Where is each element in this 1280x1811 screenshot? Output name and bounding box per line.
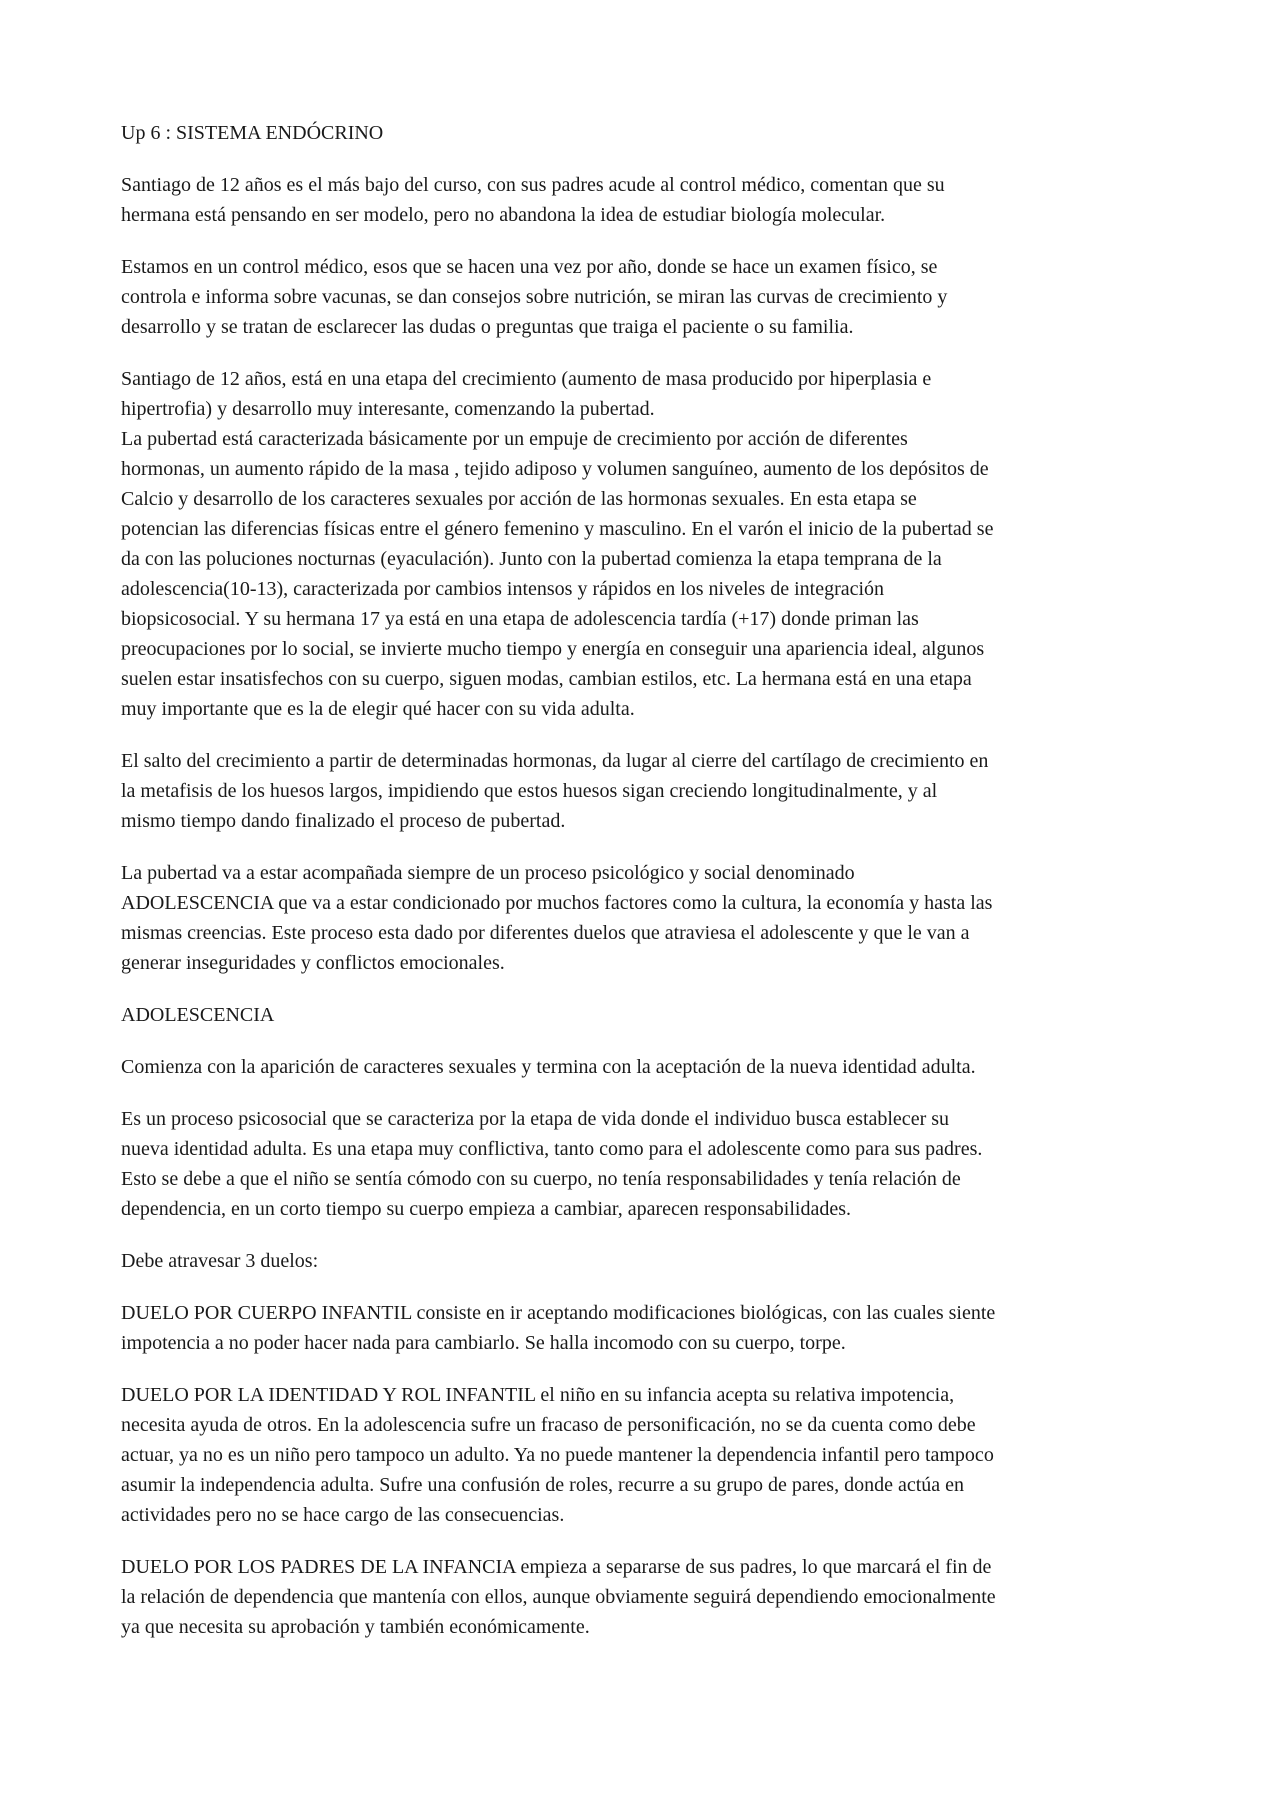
paragraph-intro-case: Santiago de 12 años es el más bajo del curso, con sus padres acude al control médico, comentan que su hermana está pensando en ser modelo, pero no abandona la idea de estudiar biología molecular. — [121, 174, 945, 226]
paragraph-duelo-padres: DUELO POR LOS PADRES DE LA INFANCIA empieza a separarse de sus padres, lo que marcará el fin de la relación de dependencia que mantenía con ellos, aunque obviamente seguirá dependiendo emocionalmente ya que necesita su aprobación y también económicamente. — [121, 1556, 996, 1638]
paragraph-pubertad: Santiago de 12 años, está en una etapa del crecimiento (aumento de masa producido por hiperplasia e hipertrofia) y desarrollo muy interesante, comenzando la pubertad. La pubertad está caracterizada básicamente por un empuje de crecimiento por acción de diferentes hormonas, un aumento rápido de la masa , tejido adiposo y volumen sanguíneo, aumento de los depósitos de Calcio y desarrollo de los caracteres sexuales por acción de las hormonas sexuales. En esta etapa se potencian las diferencias físicas entre el género femenino y masculino. En el varón el inicio de la pubertad se da con las poluciones nocturnas (eyaculación). Junto con la pubertad comienza la etapa temprana de la adolescencia(10-13), caracterizada por cambios intensos y rápidos en los niveles de integración biopsicosocial. Y su hermana 17 ya está en una etapa de adolescencia tardía (+17) donde priman las preocupaciones por lo social, se invierte mucho tiempo y energía en conseguir una apariencia ideal, algunos suelen estar insatisfechos con su cuerpo, siguen modas, cambian estilos, etc. La hermana está en una etapa muy importante que es la de elegir qué hacer con su vida adulta. — [121, 368, 994, 720]
document-title: Up 6 : SISTEMA ENDÓCRINO — [121, 122, 384, 144]
paragraph-comienza: Comienza con la aparición de caracteres sexuales y termina con la aceptación de la nueva identidad adulta. — [121, 1056, 976, 1078]
document-page — [121, 118, 1171, 1664]
paragraph-duelo-cuerpo: DUELO POR CUERPO INFANTIL consiste en ir aceptando modificaciones biológicas, con las cuales siente impotencia a no poder hacer nada para cambiarlo. Se halla incomodo con su cuerpo, torpe. — [121, 1302, 996, 1354]
section-heading-adolescencia: ADOLESCENCIA — [121, 1004, 275, 1026]
paragraph-proceso-psicologico: La pubertad va a estar acompañada siempre de un proceso psicológico y social denominado ADOLESCENCIA que va a estar condicionado por muchos factores como la cultura, la economía y hasta las mismas creencias. Este proceso esta dado por diferentes duelos que atraviesa el adolescente y que le van a generar inseguridades y conflictos emocionales. — [121, 862, 993, 974]
paragraph-duelo-identidad: DUELO POR LA IDENTIDAD Y ROL INFANTIL el niño en su infancia acepta su relativa impotencia, necesita ayuda de otros. En la adolescencia sufre un fracaso de personificación, no se da cuenta como debe actuar, ya no es un niño pero tampoco un adulto. Ya no puede mantener la dependencia infantil pero tampoco asumir la independencia adulta. Sufre una confusión de roles, recurre a su grupo de pares, donde actúa en actividades pero no se hace cargo de las consecuencias. — [121, 1384, 994, 1526]
paragraph-control-medico: Estamos en un control médico, esos que se hacen una vez por año, donde se hace un examen físico, se controla e informa sobre vacunas, se dan consejos sobre nutrición, se miran las curvas de crecimiento y desarrollo y se tratan de esclarecer las dudas o preguntas que traiga el paciente o su familia. — [121, 256, 948, 338]
paragraph-duelos-intro: Debe atravesar 3 duelos: — [121, 1250, 319, 1272]
paragraph-salto-crecimiento: El salto del crecimiento a partir de determinadas hormonas, da lugar al cierre del cartílago de crecimiento en la metafisis de los huesos largos, impidiendo que estos huesos sigan creciendo longitudinalmente, y al mismo tiempo dando finalizado el proceso de pubertad. — [121, 750, 989, 832]
paragraph-proceso-psicosocial: Es un proceso psicosocial que se caracteriza por la etapa de vida donde el individuo busca establecer su nueva identidad adulta. Es una etapa muy conflictiva, tanto como para el adolescente como para sus padres. Esto se debe a que el niño se sentía cómodo con su cuerpo, no tenía responsabilidades y tenía relación de dependencia, en un corto tiempo su cuerpo empieza a cambiar, aparecen responsabilidades. — [121, 1108, 983, 1220]
